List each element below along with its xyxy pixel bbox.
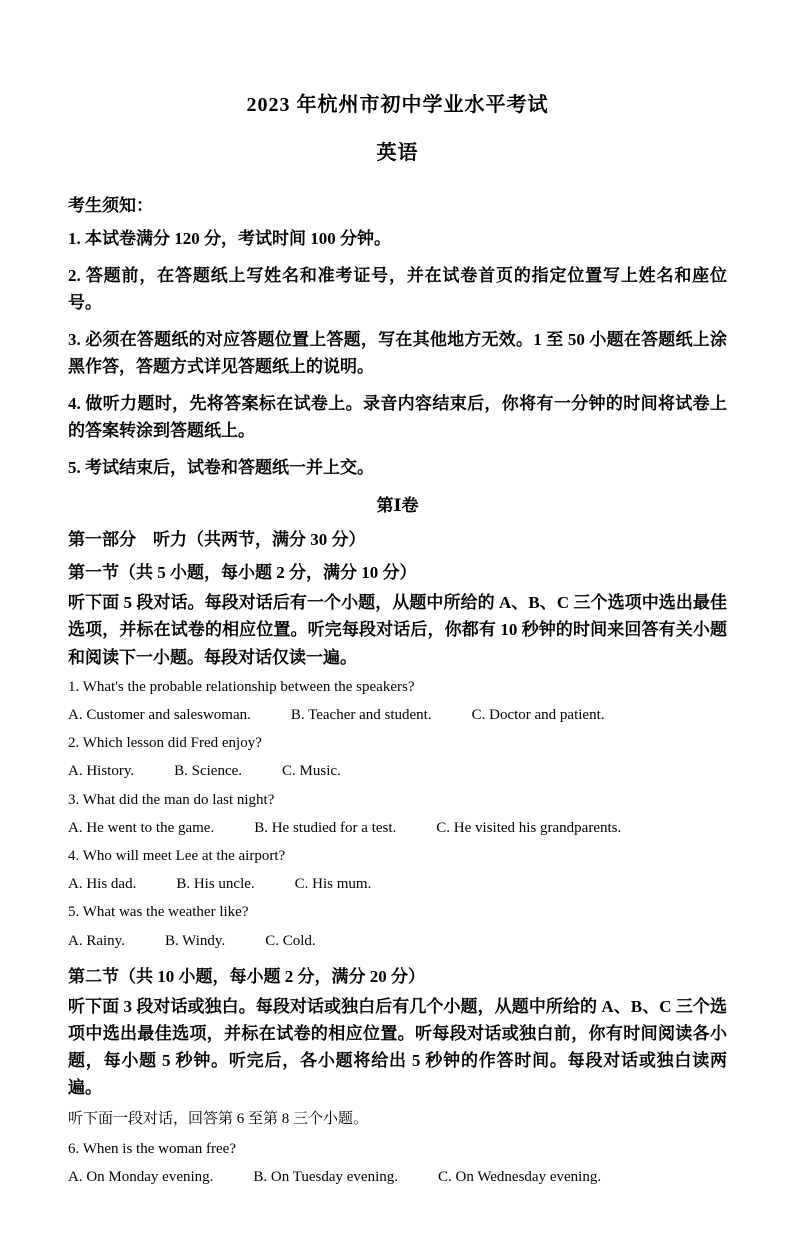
option-a: A. Rainy. [68,932,125,949]
option-a: A. History. [68,763,135,780]
question-3 [68,788,727,841]
question-options [68,1165,727,1190]
option-c: C. Cold. [265,932,316,949]
option-a: A. His dad. [68,876,137,893]
section2-questions [68,1137,727,1190]
question-4 [68,844,727,897]
section1-instructions: 听下面 5 段对话。每段对话后有一个小题，从题中所给的 A、B、C 三个选项中选出最佳选项，并标在试卷的相应位置。听完每段对话后，你都有 10 秒钟的时间来回答有关小题和阅读下一小题。每段对话仅读一遍。 [68,593,727,667]
notice-item-1: 1. 本试卷满分 120 分，考试时间 100 分钟。 [68,229,391,248]
question-text: 1. What's the probable relationship between the speakers? [68,678,415,695]
option-c: C. He visited his grandparents. [436,819,622,836]
option-b: B. Windy. [164,932,226,949]
question-1 [68,675,727,728]
option-c: C. Music. [282,763,341,780]
question-options [68,703,727,728]
question-options [68,872,727,897]
question-text: 4. Who will meet Lee at the airport? [68,847,286,864]
section1-questions [68,675,727,954]
question-5 [68,900,727,953]
question-2 [68,731,727,784]
notice-item-3: 3. 必须在答题纸的对应答题位置上答题，写在其他地方无效。1 至 50 小题在答题纸上涂黑作答，答题方式详见答题纸上的说明。 [68,329,727,377]
notice-heading: 考生须知： [68,196,153,215]
section2-heading: 第二节（共 10 小题，每小题 2 分，满分 20 分） [68,966,425,986]
question-text: 6. When is the woman free? [68,1140,236,1157]
option-a: A. On Monday evening. [68,1168,214,1185]
section2-dialogue-note: 听下面一段对话，回答第 6 至第 8 三个小题。 [68,1111,369,1128]
question-options [68,816,727,841]
question-options [68,929,727,954]
question-text: 2. Which lesson did Fred enjoy? [68,735,262,752]
option-c: C. Doctor and patient. [471,707,605,723]
section2-instructions: 听下面 3 段对话或独白。每段对话或独白后有几个小题，从题中所给的 A、B、C 三个选项中选出最佳选项，并标在试卷的相应位置。听每段对话或独白前，你有时间阅读各小题，每小题 5 秒钟。听完后，各小题将给出 5 秒钟的作答时间。每段对话或独白读两遍。 [68,996,727,1098]
volume-heading: 第Ⅰ卷 [376,496,419,516]
question-text: 3. What did the man do last night? [68,791,275,808]
exam-title: 2023 年杭州市初中学业水平考试 [246,94,549,116]
part1-heading: 第一部分 听力（共两节，满分 30 分） [68,530,366,550]
option-c: C. On Wednesday evening. [438,1168,602,1185]
question-text: 5. What was the weather like? [68,904,249,921]
exam-subject: 英语 [376,142,419,164]
question-6 [68,1137,727,1190]
notice-item-4: 4. 做听力题时，先将答案标在试卷上。录音内容结束后，你将有一分钟的时间将试卷上的答案转涂到答题纸上。 [68,393,727,441]
notice-item-2: 2. 答题前，在答题纸上写姓名和准考证号，并在试卷首页的指定位置写上姓名和座位号。 [68,265,727,313]
option-a: A. He went to the game. [68,819,215,836]
notice-item-5: 5. 考试结束后，试卷和答题纸一并上交。 [68,457,374,477]
option-b: B. On Tuesday evening. [253,1168,398,1185]
section1-heading: 第一节（共 5 小题，每小题 2 分，满分 10 分） [68,563,417,583]
option-c: C. His mum. [294,876,372,893]
option-b: B. He studied for a test. [254,819,397,836]
option-b: B. Teacher and student. [290,707,432,723]
option-a: A. Customer and saleswoman. [68,707,251,723]
option-b: B. Science. [174,763,243,780]
question-options [68,759,727,784]
option-b: B. His uncle. [176,876,255,893]
